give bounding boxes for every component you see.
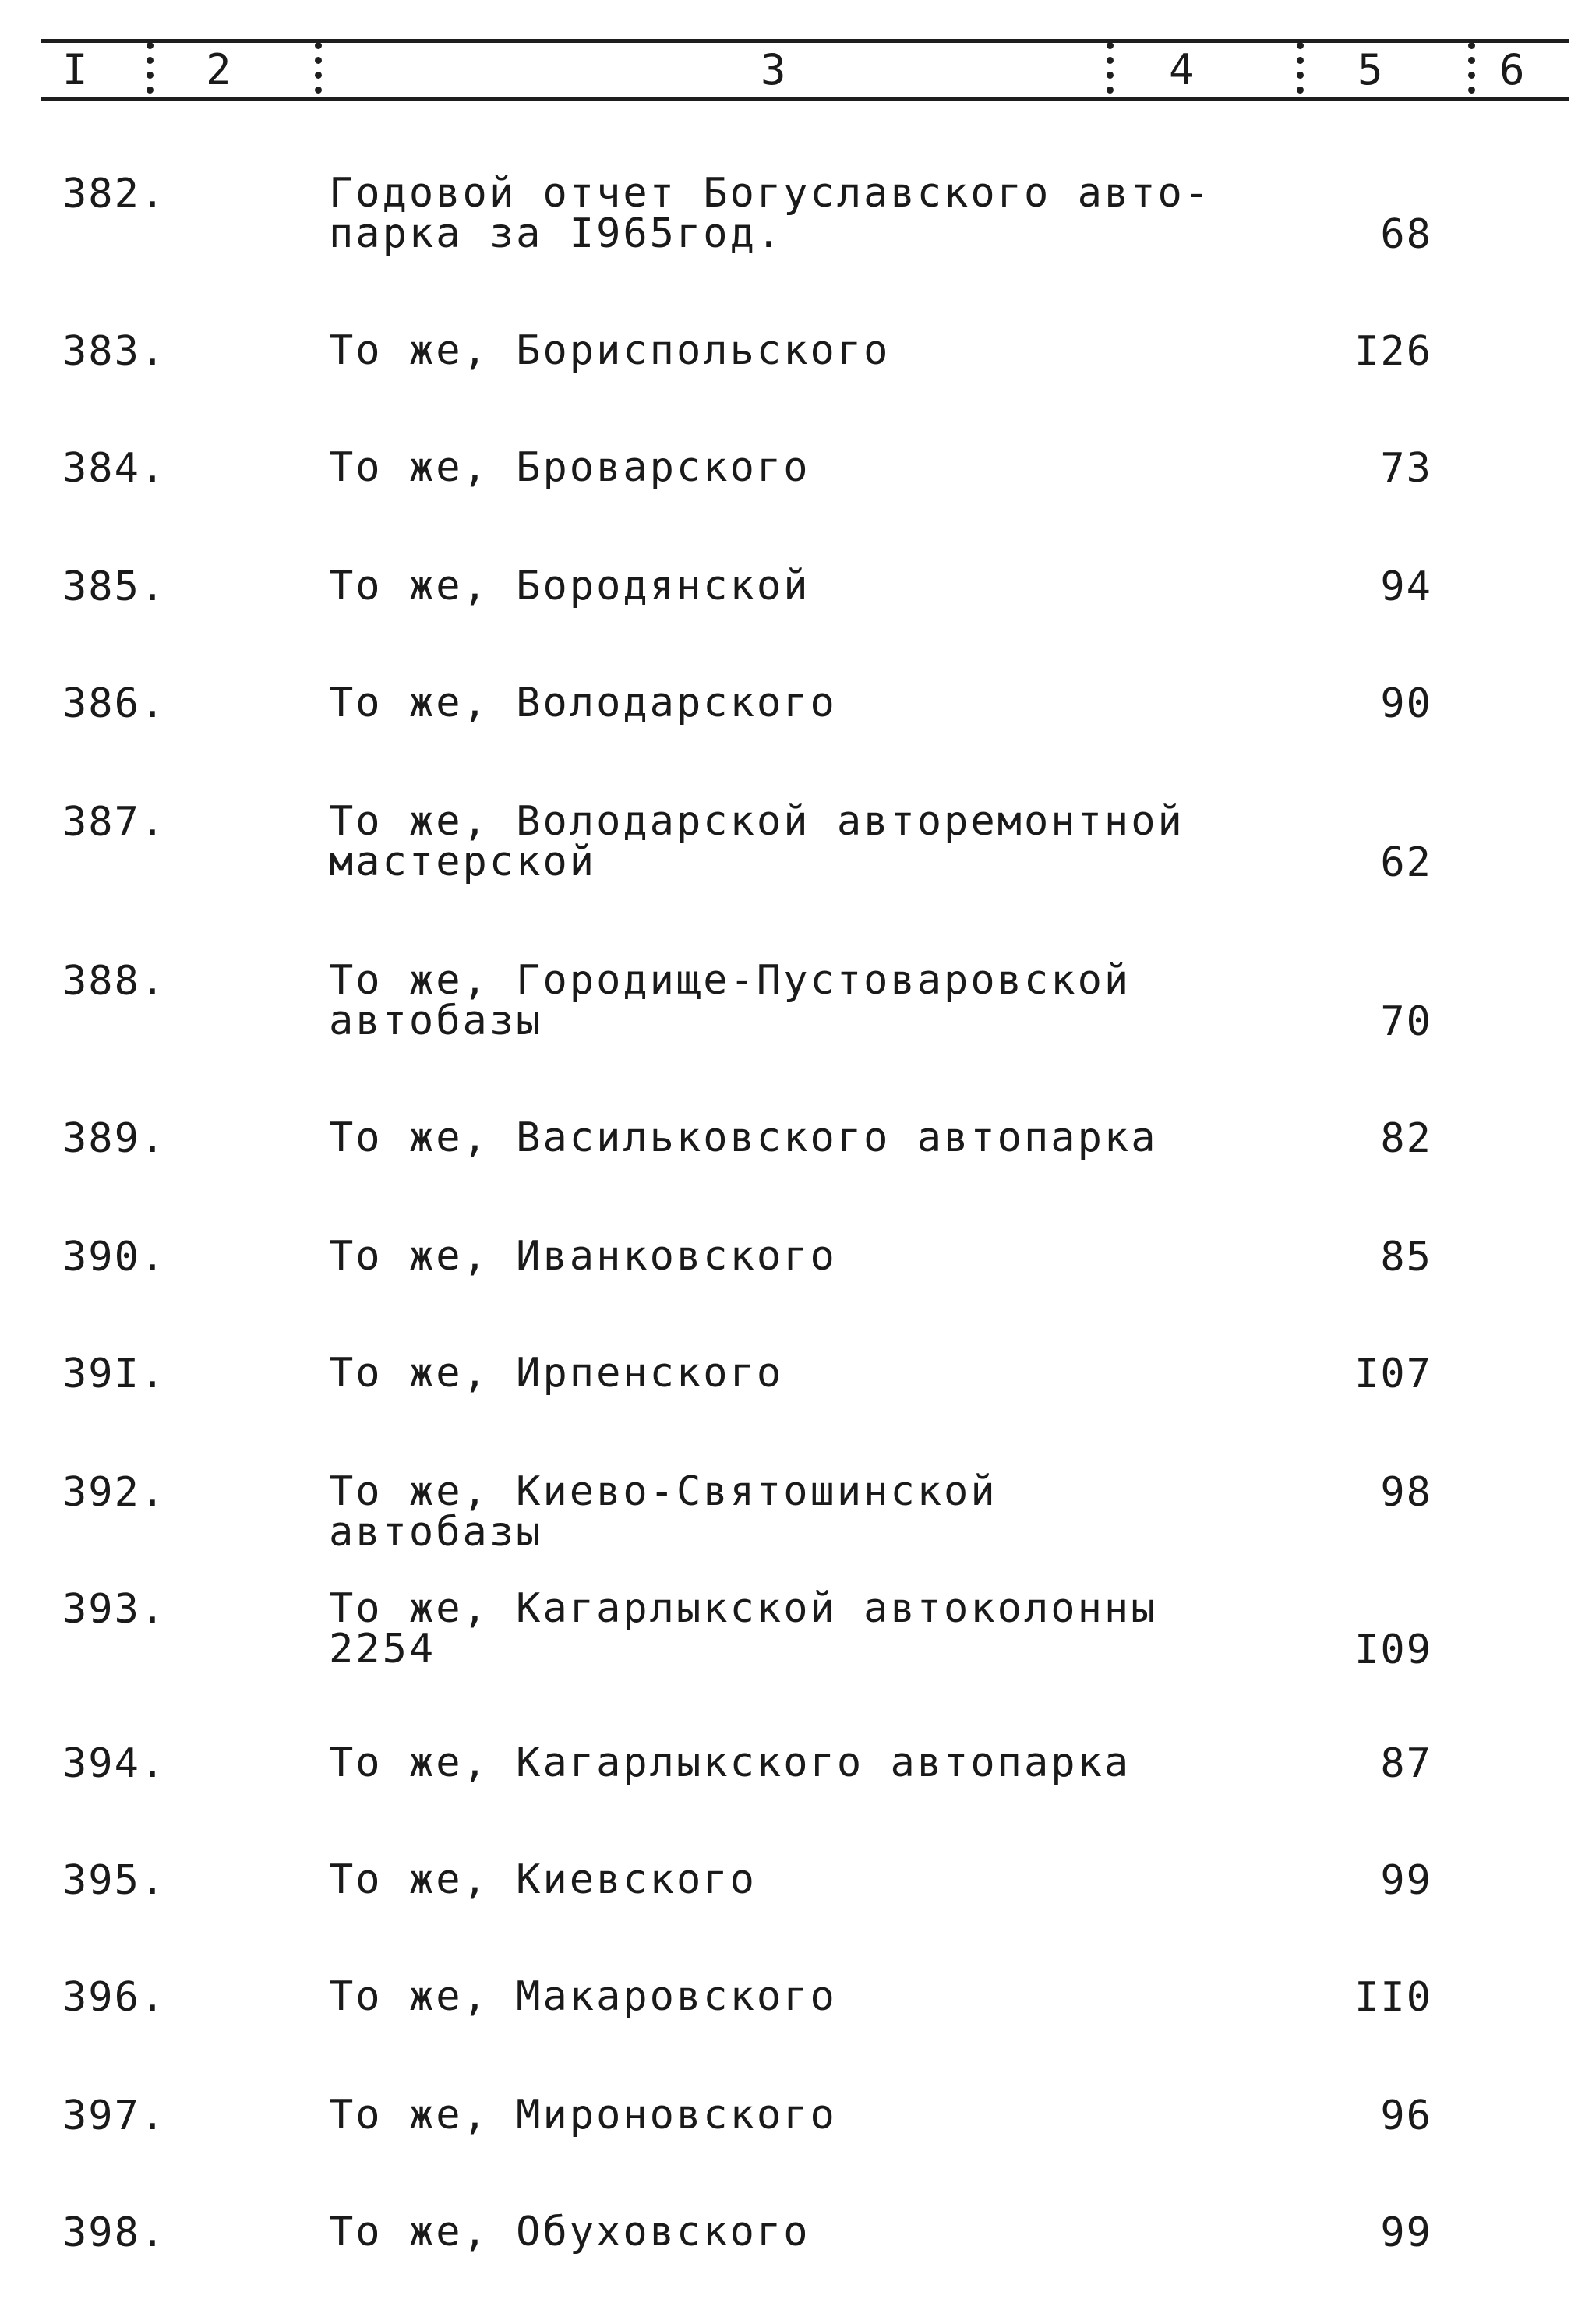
item-number: 395. (62, 1857, 167, 1904)
item-sheet-count: 99 (1380, 1857, 1432, 1904)
header-col-3: 3 (761, 45, 788, 94)
item-sheet-count: I26 (1354, 328, 1432, 375)
item-sheet-count: 62 (1380, 839, 1432, 886)
item-number: 39I. (62, 1351, 167, 1397)
item-sheet-count: II0 (1354, 1974, 1432, 2021)
item-title: То же, Обуховского (329, 2209, 810, 2255)
header-separator (1105, 39, 1114, 97)
item-number: 384. (62, 445, 167, 492)
item-number: 383. (62, 328, 167, 375)
header-col-5: 5 (1357, 45, 1385, 94)
item-title: То же, Ирпенского (329, 1350, 784, 1397)
item-number: 388. (62, 958, 167, 1005)
item-title: То же, Киевского (329, 1856, 757, 1903)
item-sheet-count: 82 (1380, 1115, 1432, 1162)
item-sheet-count: 99 (1380, 2209, 1432, 2256)
item-title: То же, Городище-Пустоваровской автобазы (329, 957, 1131, 1044)
item-number: 396. (62, 1974, 167, 2021)
item-number: 397. (62, 2093, 167, 2139)
item-number: 382. (62, 171, 167, 217)
item-sheet-count: I09 (1354, 1626, 1432, 1673)
item-number: 398. (62, 2209, 167, 2256)
header-col-1: I (62, 45, 90, 94)
item-number: 389. (62, 1115, 167, 1162)
item-sheet-count: 68 (1380, 211, 1432, 258)
item-sheet-count: 98 (1380, 1469, 1432, 1516)
header-separator (1295, 39, 1304, 97)
header-separator (313, 39, 323, 97)
item-number: 386. (62, 680, 167, 727)
item-number: 392. (62, 1469, 167, 1516)
item-title: То же, Броварского (329, 444, 810, 491)
item-sheet-count: 73 (1380, 445, 1432, 492)
item-title: То же, Иванковского (329, 1233, 837, 1280)
header-bottom-rule (41, 97, 1569, 101)
header-col-4: 4 (1169, 45, 1196, 94)
item-sheet-count: 87 (1380, 1740, 1432, 1787)
item-title: То же, Мироновского (329, 2092, 837, 2139)
item-title: То же, Кагарлыкского автопарка (329, 1739, 1131, 1786)
item-title: То же, Кагарлыкской автоколонны 2254 (329, 1585, 1158, 1672)
header-top-rule (41, 39, 1569, 43)
header-separator (145, 39, 154, 97)
item-title: То же, Бородянской (329, 563, 810, 609)
header-col-2: 2 (206, 45, 233, 94)
item-title: То же, Макаровского (329, 1973, 837, 2020)
item-number: 393. (62, 1586, 167, 1633)
item-number: 394. (62, 1740, 167, 1787)
item-number: 385. (62, 563, 167, 610)
item-title: То же, Володарского (329, 680, 837, 726)
item-title: То же, Володарской авторемонтной мастерской (329, 798, 1184, 885)
item-sheet-count: 94 (1380, 563, 1432, 610)
item-title: То же, Васильковского автопарка (329, 1114, 1158, 1161)
item-sheet-count: 85 (1380, 1234, 1432, 1280)
item-sheet-count: 70 (1380, 998, 1432, 1045)
header-separator (1467, 39, 1476, 97)
item-sheet-count: I07 (1354, 1351, 1432, 1397)
item-title: То же, Киево-Святошинской автобазы (329, 1468, 997, 1556)
header-col-6: 6 (1499, 45, 1527, 94)
item-sheet-count: 90 (1380, 680, 1432, 727)
item-number: 390. (62, 1234, 167, 1280)
item-number: 387. (62, 799, 167, 846)
item-title: То же, Бориспольского (329, 327, 891, 374)
item-sheet-count: 96 (1380, 2093, 1432, 2139)
item-title: Годовой отчет Богуславского авто- парка за I965год. (329, 170, 1212, 257)
